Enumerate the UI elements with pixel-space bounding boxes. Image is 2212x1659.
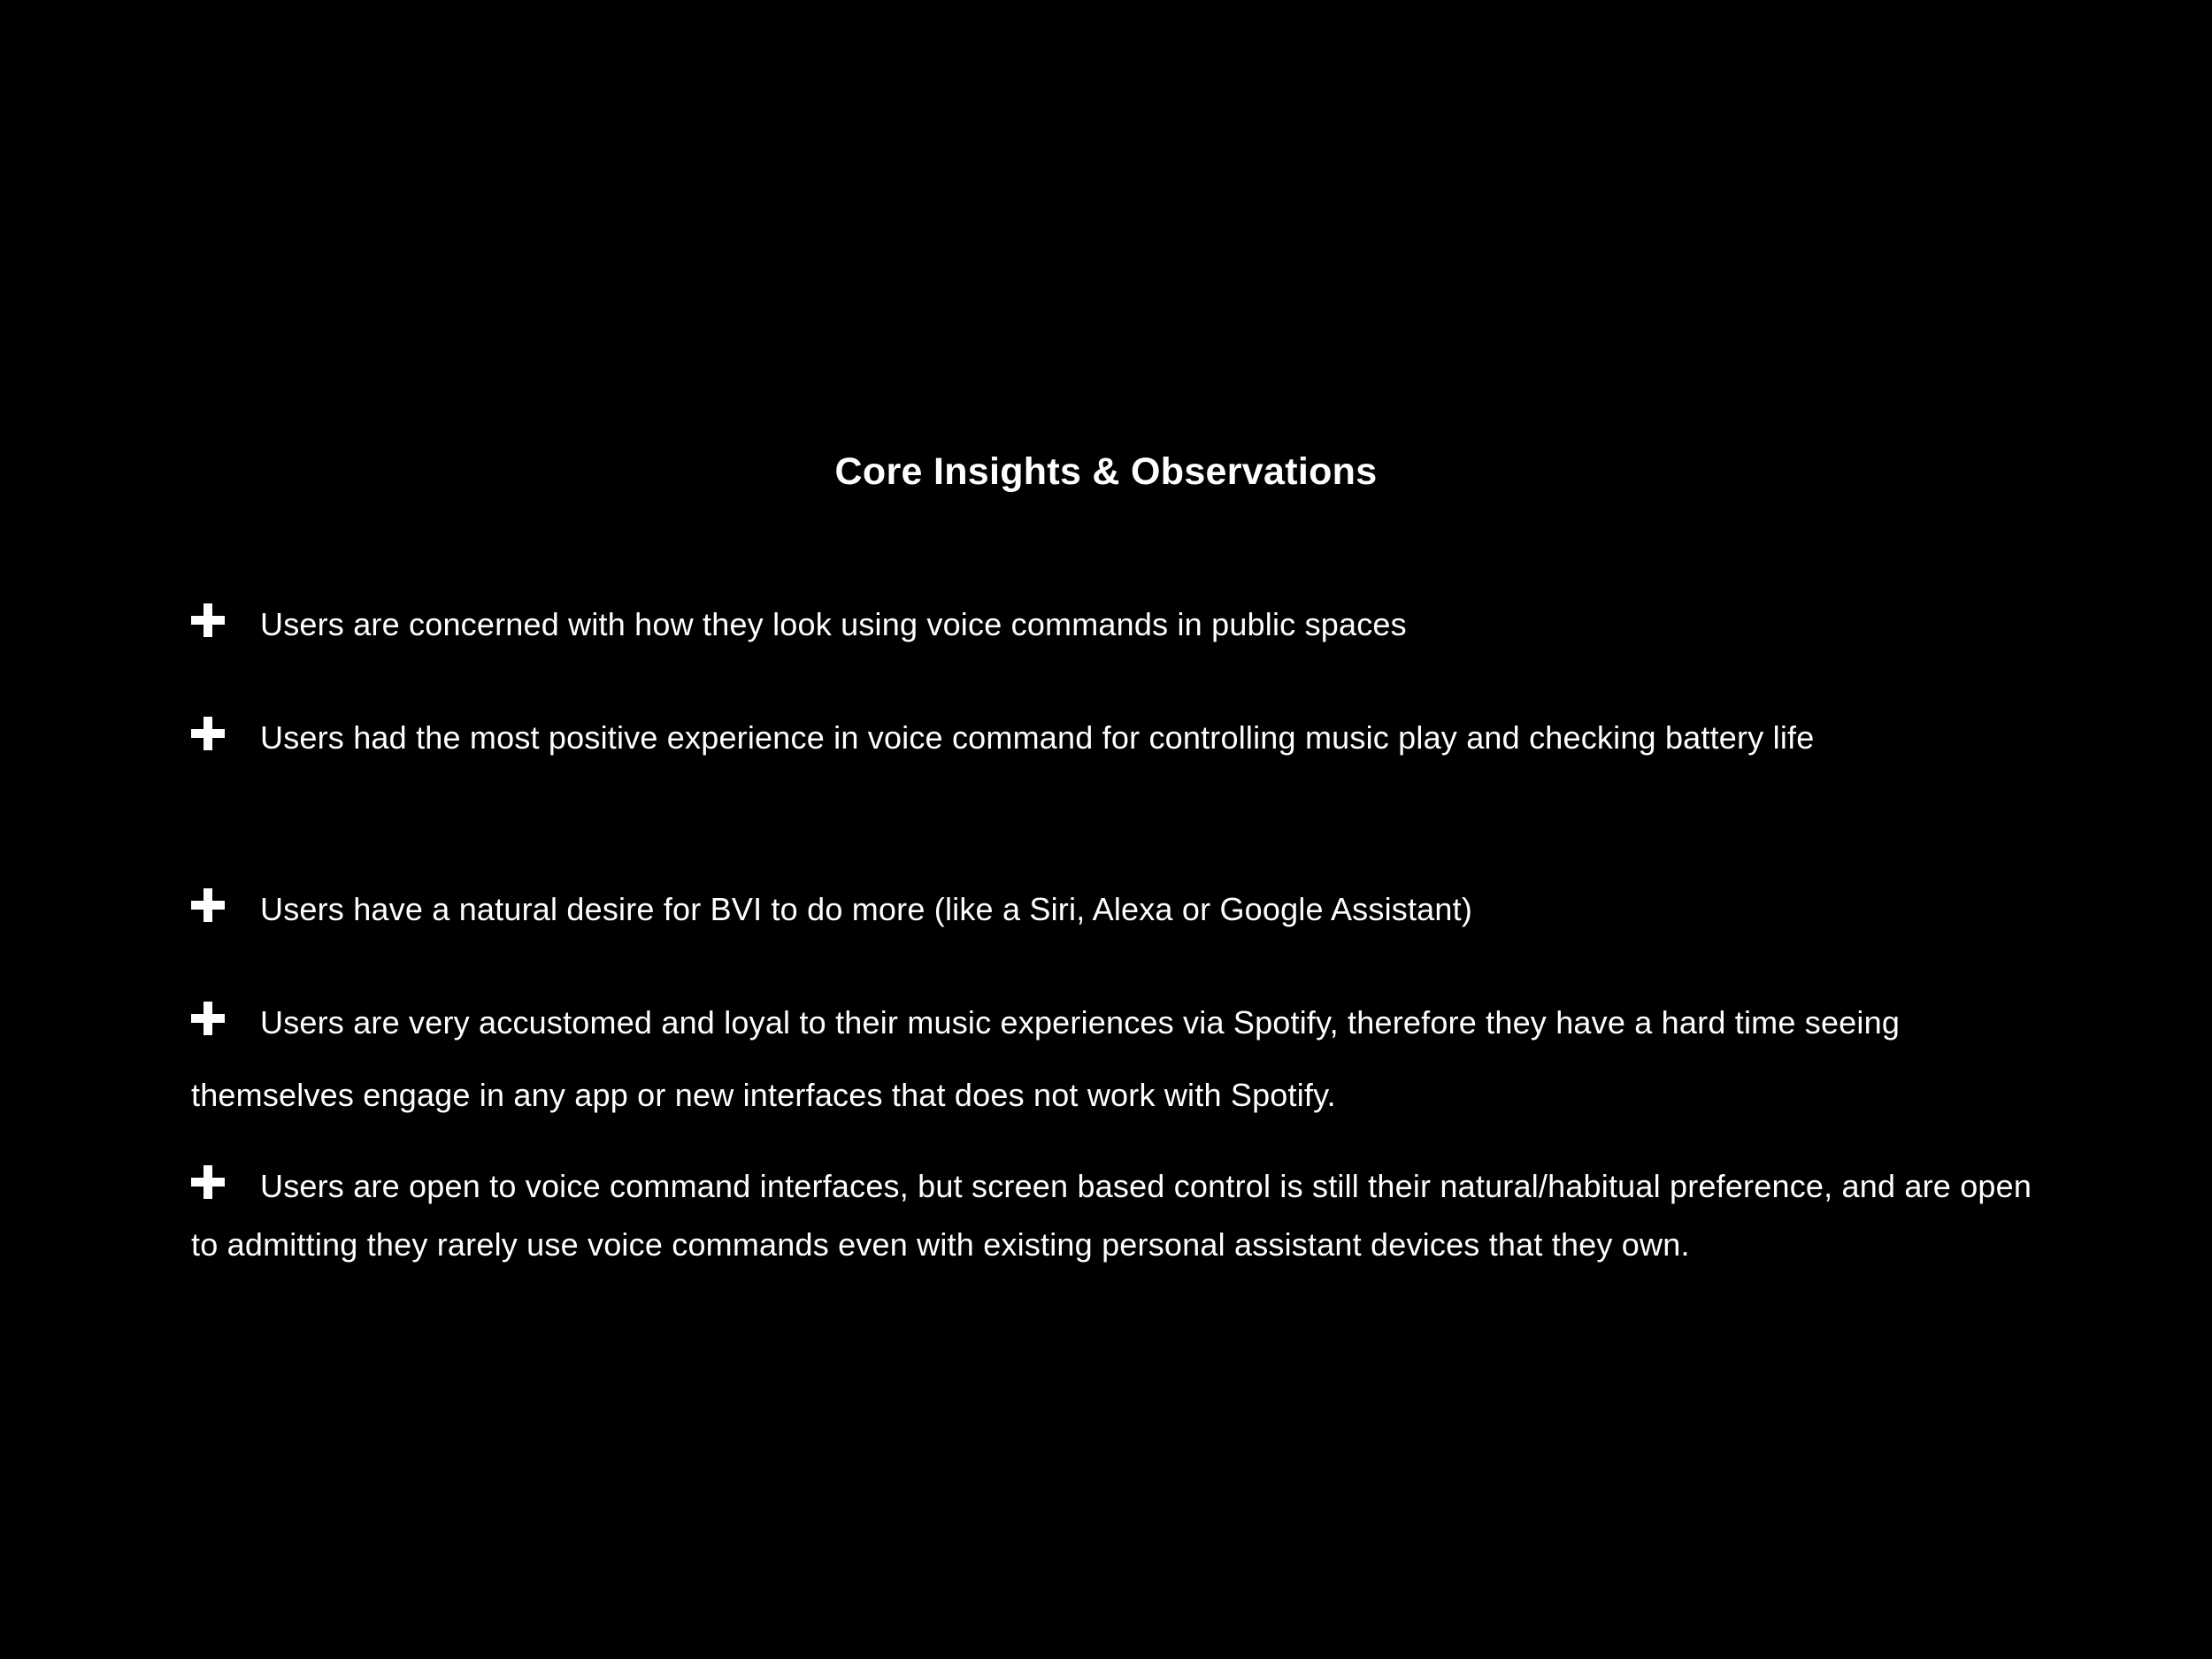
insight-text: Users have a natural desire for BVI to do more (like a Siri, Alexa or Google Assistant) (260, 891, 1473, 927)
insight-item (191, 702, 2040, 774)
insight-text: Users are open to voice command interfaces, but screen based control is still their natural/habitual preference, and are open to admitting they rarely use voice commands even with existing personal assistant devices that they own. (191, 1168, 2032, 1263)
insight-text: Users are very accustomed and loyal to their music experiences via Spotify, therefore they have a hard time seeing themselves engage in any app or new interfaces that does not work with Spotify. (191, 1004, 1901, 1113)
plus-icon (191, 1002, 225, 1035)
slide-title: Core Insights & Observations (834, 450, 1378, 493)
plus-icon (191, 888, 225, 922)
plus-icon (191, 1165, 225, 1199)
insight-text: Users had the most positive experience in voice command for controlling music play and checking battery life (260, 719, 1815, 756)
insight-item (191, 588, 2040, 661)
insight-item (191, 987, 2040, 1132)
plus-icon (191, 603, 225, 637)
insight-item (191, 873, 2040, 946)
plus-icon (191, 717, 225, 750)
insight-item (191, 1157, 2040, 1274)
insight-text: Users are concerned with how they look using voice commands in public spaces (260, 606, 1407, 642)
